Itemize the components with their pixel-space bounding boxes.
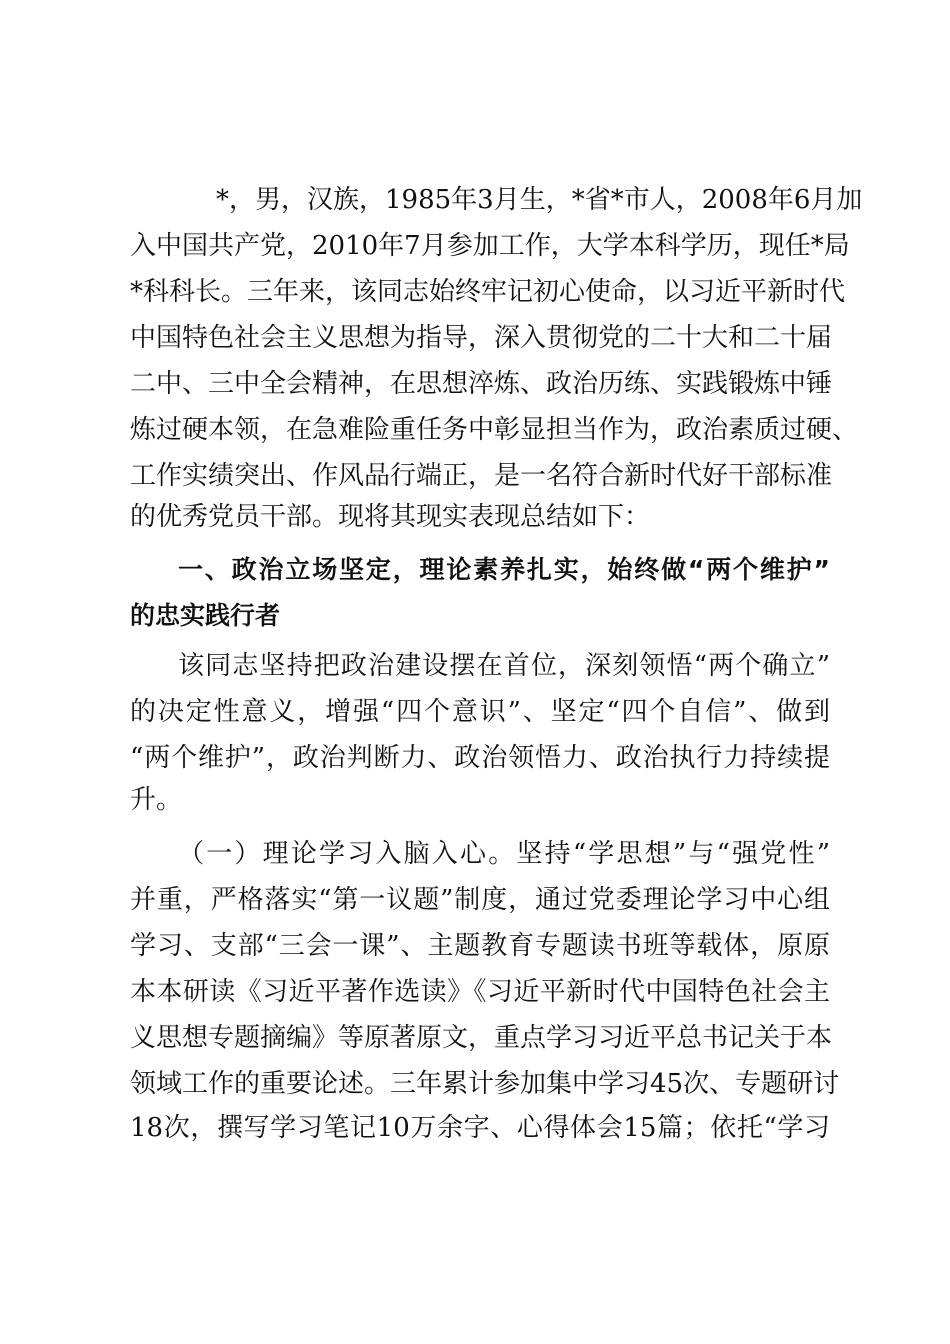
paragraph-3-line-3: 学习、支部“三会一课”、主题教育专题读书班等载体，原原 <box>130 931 830 961</box>
paragraph-1-line-6: 炼过硬本领，在急难险重任务中彰显担当作为，政治素质过硬、 <box>130 415 859 445</box>
section-heading-line-2: 的忠实践行者 <box>130 601 281 630</box>
paragraph-3-line-4: 本本研读《习近平著作选读》《习近平新时代中国特色社会主 <box>130 977 830 1007</box>
paragraph-1-line-7: 工作实绩突出、作风品行端正，是一名符合新时代好干部标准 <box>130 461 833 491</box>
paragraph-2-line-1: 该同志坚持把政治建设摆在首位，深刻领悟“两个确立” <box>178 651 830 681</box>
paragraph-2-line-2: 的决定性意义，增强“四个意识”、坚定“四个自信”、做到 <box>130 697 830 727</box>
paragraph-1-line-3: *科科长。三年来，该同志始终牢记初心使命，以习近平新时代 <box>130 277 846 307</box>
paragraph-2-line-4: 升。 <box>130 785 183 815</box>
paragraph-1-line-8: 的优秀党员干部。现将其现实表现总结如下： <box>130 502 651 532</box>
paragraph-2-line-3: “两个维护”，政治判断力、政治领悟力、政治执行力持续提 <box>130 743 830 773</box>
paragraph-3-line-5: 义思想专题摘编》等原著原文，重点学习习近平总书记关于本 <box>130 1023 833 1053</box>
paragraph-3-line-1: （一）理论学习入脑入心。坚持“学思想”与“强党性” <box>178 839 830 869</box>
section-heading-line-1: 一、政治立场坚定，理论素养扎实，始终做“两个维护” <box>178 555 830 584</box>
paragraph-1-line-5: 二中、三中全会精神，在思想淬炼、政治历练、实践锻炼中锤 <box>130 369 833 399</box>
paragraph-1-line-2: 入中国共产党，2010年7月参加工作，大学本科学历，现任*局 <box>130 231 850 261</box>
paragraph-3-line-7: 18次，撰写学习笔记10万余字、心得体会15篇；依托“学习 <box>130 1113 830 1143</box>
paragraph-3-line-6: 领域工作的重要论述。三年累计参加集中学习45次、专题研讨 <box>130 1069 840 1099</box>
paragraph-3-line-2: 并重，严格落实“第一议题”制度，通过党委理论学习中心组 <box>130 885 830 915</box>
paragraph-1-line-4: 中国特色社会主义思想为指导，深入贯彻党的二十大和二十届 <box>130 323 833 353</box>
paragraph-1-line-1: *，男，汉族，1985年3月生，*省*市人，2008年6月加 <box>190 185 863 215</box>
